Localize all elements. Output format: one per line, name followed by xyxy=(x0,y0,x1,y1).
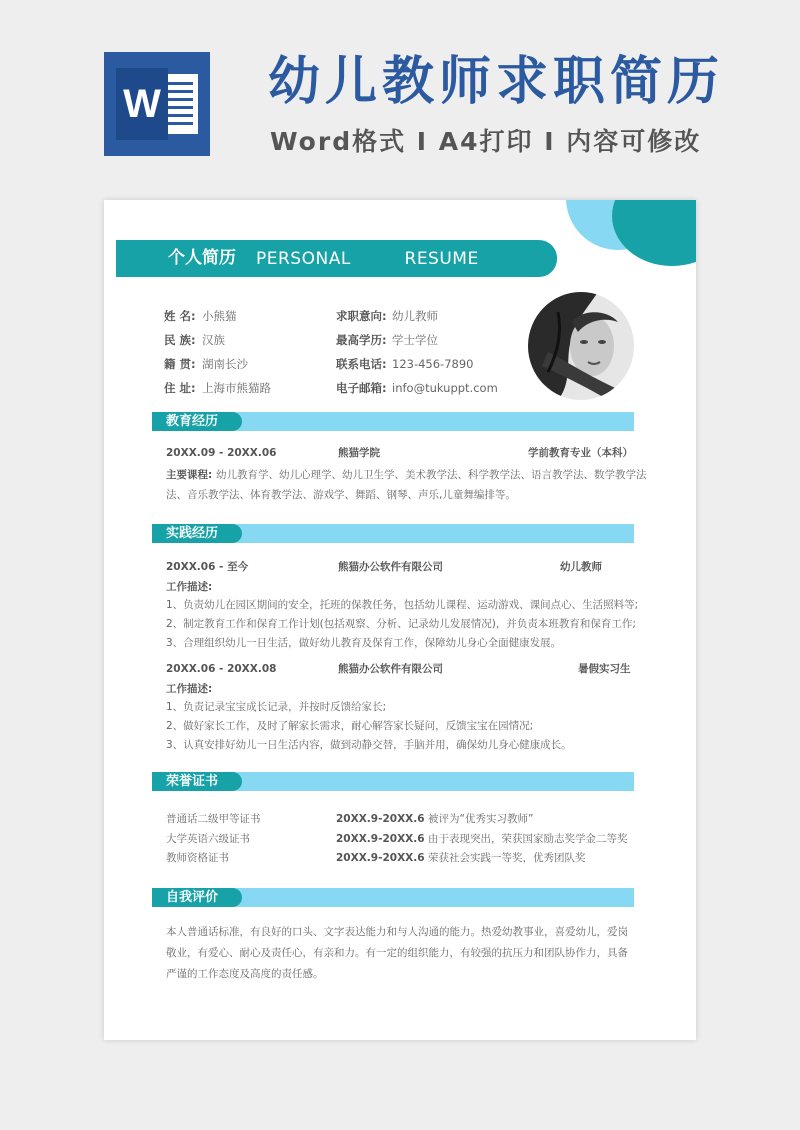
ethnic-label: 民 族: xyxy=(164,333,196,347)
job-period: 20XX.06 - 20XX.08 xyxy=(166,663,277,675)
courses-line-2: 法、音乐教学法、体育教学法、游戏学、舞蹈、钢琴、声乐,儿童舞编排等。 xyxy=(166,489,516,501)
job-company: 熊猫办公软件有限公司 xyxy=(338,561,443,573)
section-education-bar xyxy=(152,412,634,431)
name-label: 姓 名: xyxy=(164,309,196,323)
origin-label: 籍 贯: xyxy=(164,357,196,371)
page-subtitle: Word格式 I A4打印 I 内容可修改 xyxy=(270,127,702,156)
email-label: 电子邮箱: xyxy=(336,381,387,395)
honor-desc: 被评为“优秀实习教师” xyxy=(428,813,534,825)
honor-date: 20XX.9-20XX.6 xyxy=(336,852,425,864)
section-practice-bar xyxy=(152,524,634,543)
self-eval-text: 本人普通话标准，有良好的口头、文字表达能力和与人沟通的能力。热爱幼教事业，喜爱幼儿，爱岗敬业，有爱心、耐心及责任心，有亲和力。有一定的组织能力，有较强的抗压力和团队协作力，具备严谨的工作态度及高度的责任感。 xyxy=(166,926,628,980)
resume-sheet xyxy=(104,200,696,1040)
section-self-eval-title: 自我评价 xyxy=(166,890,219,905)
name-value: 小熊猫 xyxy=(202,309,237,323)
section-self-eval-bar xyxy=(152,888,634,907)
honor-name: 普通话二级甲等证书 xyxy=(166,813,261,825)
page-title: 幼儿教师求职简历 xyxy=(268,52,725,112)
degree-value: 学士学位 xyxy=(392,333,438,347)
phone-value: 123-456-7890 xyxy=(392,357,474,371)
honor-name: 教师资格证书 xyxy=(166,852,229,864)
avatar xyxy=(528,292,634,400)
job-desc-item: 2、做好家长工作，及时了解家长需求，耐心解答家长疑问，反馈宝宝在园情况; xyxy=(166,720,534,732)
email-value: info@tukuppt.com xyxy=(392,381,498,395)
phone-label: 联系电话: xyxy=(336,357,387,371)
address-value: 上海市熊猫路 xyxy=(202,381,271,395)
resume-header-cn: 个人简历 xyxy=(168,248,236,268)
honor-date: 20XX.9-20XX.6 xyxy=(336,813,425,825)
section-education-title: 教育经历 xyxy=(166,414,219,429)
degree-label: 最高学历: xyxy=(336,333,387,347)
word-icon xyxy=(104,52,210,156)
decor-circle-teal xyxy=(612,200,696,266)
word-icon-letter: W xyxy=(123,82,161,126)
intent-value: 幼儿教师 xyxy=(392,309,438,323)
resume-header-bar xyxy=(116,240,557,277)
education-period: 20XX.09 - 20XX.06 xyxy=(166,447,277,459)
job-desc-label: 工作描述: xyxy=(166,683,213,695)
job-desc-item: 1、负责记录宝宝成长记录，并按时反馈给家长; xyxy=(166,701,387,713)
job-period: 20XX.06 - 至今 xyxy=(166,561,249,573)
courses-line-1: 幼儿教育学、幼儿心理学、幼儿卫生学、美术教学法、科学教学法、语言教学法、数学教学法 xyxy=(216,469,647,481)
honor-date: 20XX.9-20XX.6 xyxy=(336,833,425,845)
education-school: 熊猫学院 xyxy=(338,447,380,459)
intent-label: 求职意向: xyxy=(336,309,387,323)
honor-desc: 荣获社会实践一等奖，优秀团队奖 xyxy=(428,852,586,864)
job-role: 暑假实习生 xyxy=(578,663,631,675)
education-major: 学前教育专业（本科） xyxy=(528,447,633,459)
section-honors-bar xyxy=(152,772,634,791)
job-role: 幼儿教师 xyxy=(560,561,602,573)
job-desc-label: 工作描述: xyxy=(166,581,213,593)
job-desc-item: 3、认真安排好幼儿一日生活内容，做到动静交替，手脑并用，确保幼儿身心健康成长。 xyxy=(166,739,572,751)
honor-name: 大学英语六级证书 xyxy=(166,833,250,845)
resume-header-en: PERSONAL RESUME xyxy=(256,249,479,269)
origin-value: 湖南长沙 xyxy=(202,357,248,371)
job-desc-item: 2、制定教育工作和保育工作计划(包括观察、分析、记录幼儿发展情况)，并负责本班教育和保育工作; xyxy=(166,618,636,630)
section-honors-title: 荣誉证书 xyxy=(166,774,219,789)
section-practice-title: 实践经历 xyxy=(166,526,219,541)
job-desc-item: 1、负责幼儿在园区期间的安全，托班的保教任务，包括幼儿课程、运动游戏、课间点心、生活照料等; xyxy=(166,599,639,611)
job-company: 熊猫办公软件有限公司 xyxy=(338,663,443,675)
address-label: 住 址: xyxy=(164,381,196,395)
courses-label: 主要课程: xyxy=(166,469,213,481)
ethnic-value: 汉族 xyxy=(202,333,225,347)
job-desc-item: 3、合理组织幼儿一日生活，做好幼儿教育及保育工作，保障幼儿身心全面健康发展。 xyxy=(166,637,562,649)
honor-desc: 由于表现突出，荣获国家励志奖学金二等奖 xyxy=(428,833,628,845)
